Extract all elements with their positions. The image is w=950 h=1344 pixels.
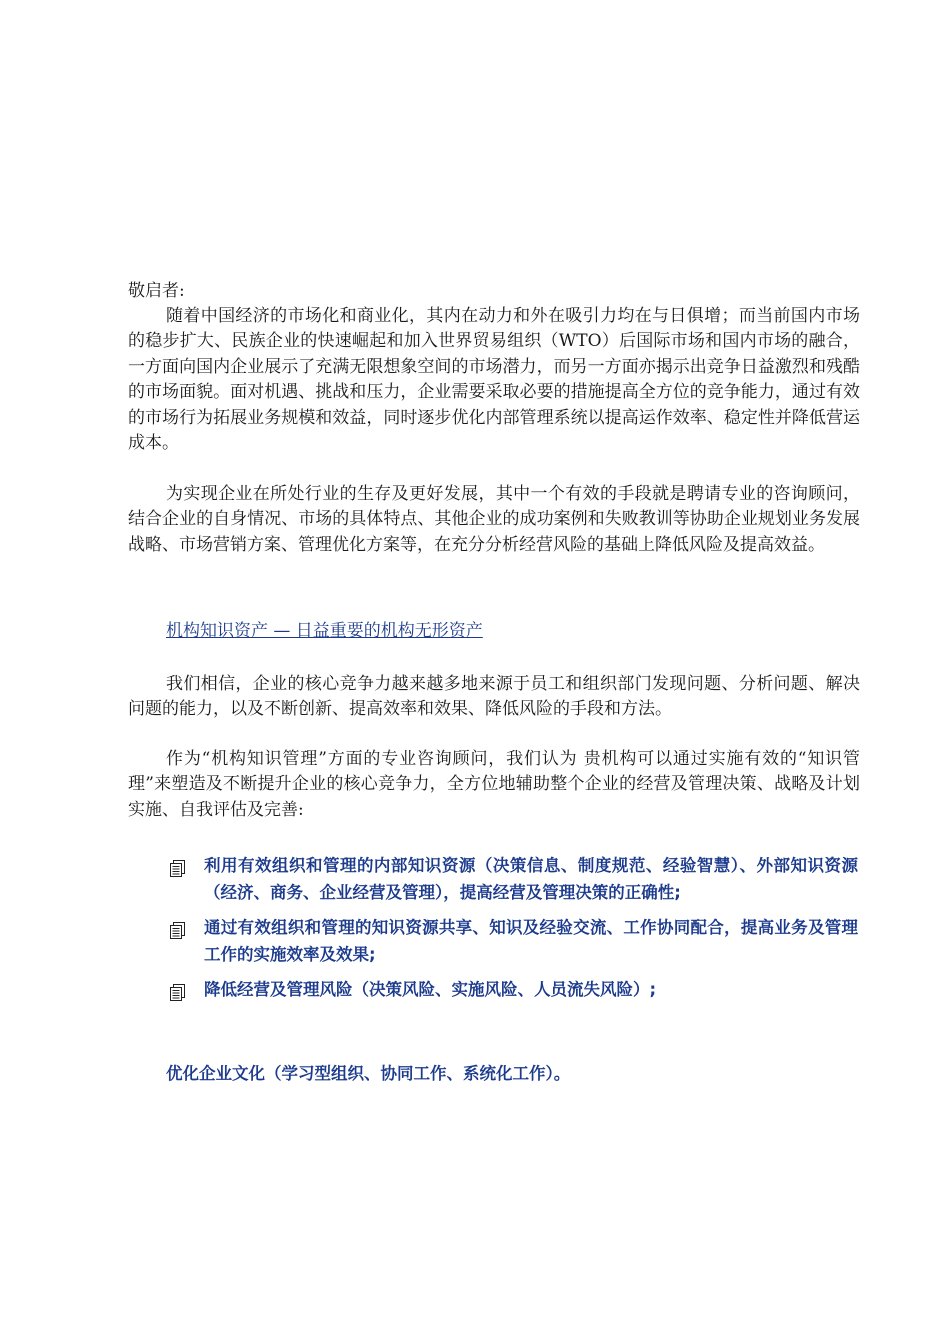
paragraph-belief: 我们相信，企业的核心竞争力越来越多地来源于员工和组织部门发现问题、分析问题、解决问题的能力，以及不断创新、提高效率和效果、降低风险的手段和方法。 [128, 674, 860, 720]
document-stack-icon [170, 982, 185, 999]
document-stack-icon [170, 920, 185, 937]
list-item-text: 通过有效组织和管理的知识资源共享、知识及经验交流、工作协同配合，提高业务及管理工作的实施效率及效果; [204, 918, 858, 964]
paragraph-knowledge-management: 作为“机构知识管理”方面的专业咨询顾问，我们认为 贵机构可以通过实施有效的“知识管理”来塑造及不断提升企业的核心竞争力，全方位地辅助整个企业的经营及管理决策、战略及计划实施、自我评估及完善: [128, 749, 860, 820]
list-item-text: 利用有效组织和管理的内部知识资源（决策信息、制度规范、经验智慧）、外部知识资源（经济、商务、企业经营及管理），提高经营及管理决策的正确性; [204, 856, 858, 902]
paragraph-intro: 随着中国经济的市场化和商业化，其内在动力和外在吸引力均在与日俱增；而当前国内市场的稳步扩大、民族企业的快速崛起和加入世界贸易组织（WTO）后国际市场和国内市场的融合，一方面向国内企业展示了充满无限想象空间的市场潜力，而另一方面亦揭示出竞争日益激烈和残酷的市场面貌。面对机遇、挑战和压力，企业需要采取必要的措施提高全方位的竞争能力，通过有效的市场行为拓展业务规模和效益，同时逐步优化内部管理系统以提高运作效率、稳定性并降低营运成本。 [128, 306, 860, 454]
document-stack-icon [170, 858, 185, 875]
benefit-list [166, 852, 858, 1011]
paragraph-consulting: 为实现企业在所处行业的生存及更好发展，其中一个有效的手段就是聘请专业的咨询顾问，结合企业的自身情况、市场的具体特点、其他企业的成功案例和失败教训等协助企业规划业务发展战略、市场营销方案、管理优化方案等，在充分分析经营风险的基础上降低风险及提高效益。 [128, 484, 860, 555]
list-item [166, 914, 858, 968]
section-heading: 机构知识资产 — 日益重要的机构无形资产 [166, 621, 483, 641]
greeting: 敬启者: [128, 281, 185, 301]
list-item-text: 降低经营及管理风险（决策风险、实施风险、人员流失风险）; [204, 980, 657, 999]
list-item [166, 976, 858, 1003]
list-item [166, 852, 858, 906]
closing-line: 优化企业文化（学习型组织、协同工作、系统化工作）。 [166, 1064, 571, 1083]
